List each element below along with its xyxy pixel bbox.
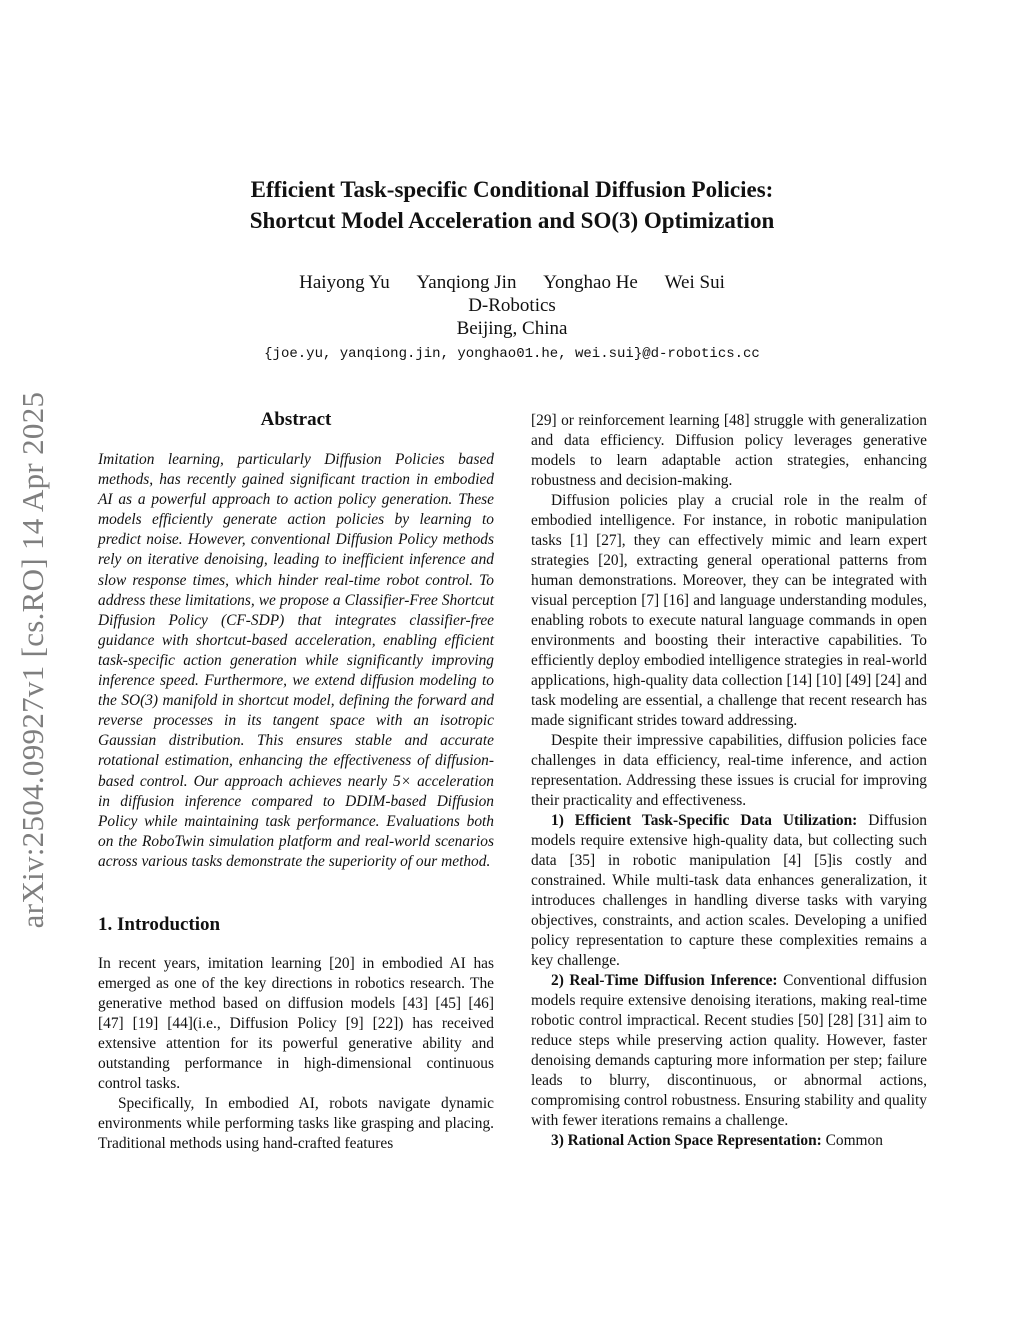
item-text: Diffusion models require extensive high-quality data, but collecting such data [35] in robotic manipulation [4] [5]is costly and constrained. While multi-task data enhances generalization, it introduces challenges in handling diverse tasks with varying objectives, constraints, and action scales. Developing a unified policy representation to capture these complexities remains a key challenge. <box>531 812 927 969</box>
author-block <box>100 271 924 366</box>
body-paragraph: Diffusion policies play a crucial role in the realm of embodied intelligence. For instance, in robotic manipulation tasks [1] [27], they can effectively mimic and learn expert strategies [20], extracting general operational patterns from human demonstrations. Moreover, they can be integrated with visual perception [7] [16] and language understanding modules, enabling robots to execute natural language commands in open environments and boosting their interactive capabilities. To efficiently deploy embodied intelligence strategies in real-world applications, high-quality data collection [14] [10] [49] [24] and task modeling are essential, a challenge that recent research has made significant strides toward addressing. <box>531 492 927 729</box>
location: Beijing, China <box>456 318 568 339</box>
numbered-item <box>531 811 927 971</box>
item-label: 1) Efficient Task-Specific Data Utilization: <box>551 812 858 829</box>
right-column <box>531 411 927 1151</box>
item-label: 2) Real-Time Diffusion Inference: <box>551 972 778 989</box>
author-name: Yanqiong Jin <box>416 272 517 293</box>
item-text: Common <box>825 1132 883 1149</box>
introduction-heading: 1. Introduction <box>98 913 221 935</box>
title-line-2: Shortcut Model Acceleration and SO(3) Optimization <box>249 208 775 233</box>
intro-paragraph: In recent years, imitation learning [20] in embodied AI has emerged as one of the key directions in robotics research. The generative method based on diffusion models [43] [45] [46] [47] [19] [44](i.e., Diffusion Policy [9] [22]) has received extensive attention for its powerful generative ability and outstanding performance in high-dimensional continuous control tasks. <box>98 954 494 1092</box>
body-paragraph: [29] or reinforcement learning [48] struggle with generalization and data efficiency. Diffusion policy leverages generative models to learn adaptable action strategies, enhancing robustness and decision-making. <box>531 412 927 489</box>
arxiv-identifier: arXiv:2504.09927v1 [cs.RO] 14 Apr 2025 <box>15 391 50 929</box>
abstract-text: Imitation learning, particularly Diffusion Policies based methods, has recently gained significant traction in embodied AI as a powerful approach to action policy generation. These models efficiently generate action policies by learning to predict noise. However, conventional Diffusion Policy methods rely on iterative denoising, leading to inefficient inference and slow response times, which hinder real-time robot control. To address these limitations, we propose a Classifier-Free Shortcut Diffusion Policy (CF-SDP) that integrates classifier-free guidance with shortcut-based acceleration, enabling efficient task-specific action generation while significantly improving inference speed. Furthermore, we extend diffusion modeling to the SO(3) manifold in shortcut model, defining the forward and reverse processes in its tangent space with an isotropic Gaussian distribution. This ensures stable and accurate rotational estimation, enhancing the effectiveness of diffusion-based control. Our approach achieves nearly 5× acceleration in diffusion inference compared to DDIM-based Diffusion Policy while maintaining task performance. Evaluations both on the RoboTwin simulation platform and real-world scenarios across various tasks demonstrate the superiority of our method. <box>98 451 494 870</box>
affiliation: D-Robotics <box>468 295 556 316</box>
paper-title <box>100 174 924 236</box>
author-names <box>100 271 924 294</box>
numbered-item <box>531 1131 927 1151</box>
numbered-item <box>531 971 927 1131</box>
abstract-heading: Abstract <box>260 409 332 430</box>
item-label: 3) Rational Action Space Representation: <box>551 1132 822 1149</box>
author-emails: {joe.yu, yanqiong.jin, yonghao01.he, wei.sui}@d-robotics.cc <box>264 346 760 362</box>
author-name: Yonghao He <box>543 272 638 293</box>
intro-paragraph: Specifically, In embodied AI, robots navigate dynamic environments while performing tasks like grasping and placing. Traditional methods using hand-crafted features <box>98 1094 494 1152</box>
author-name: Haiyong Yu <box>299 272 390 293</box>
body-paragraph: Despite their impressive capabilities, diffusion policies face challenges in data efficiency, real-time inference, and action representation. Addressing these issues is crucial for improving their practicality and effectiveness. <box>531 732 927 809</box>
author-name: Wei Sui <box>664 272 725 293</box>
item-text: Conventional diffusion models require extensive denoising iterations, making real-time robotic control impractical. Recent studies [50] [28] [31] aim to reduce steps while preserving action quality. However, faster denoising demands capturing more information per step; failure leads to blurry, discontinuous, or abnormal actions, compromising control robustness. Ensuring stability and quality with fewer iterations remains a challenge. <box>531 972 927 1129</box>
title-line-1: Efficient Task-specific Conditional Diffusion Policies: <box>250 177 774 202</box>
left-column <box>98 409 494 1154</box>
